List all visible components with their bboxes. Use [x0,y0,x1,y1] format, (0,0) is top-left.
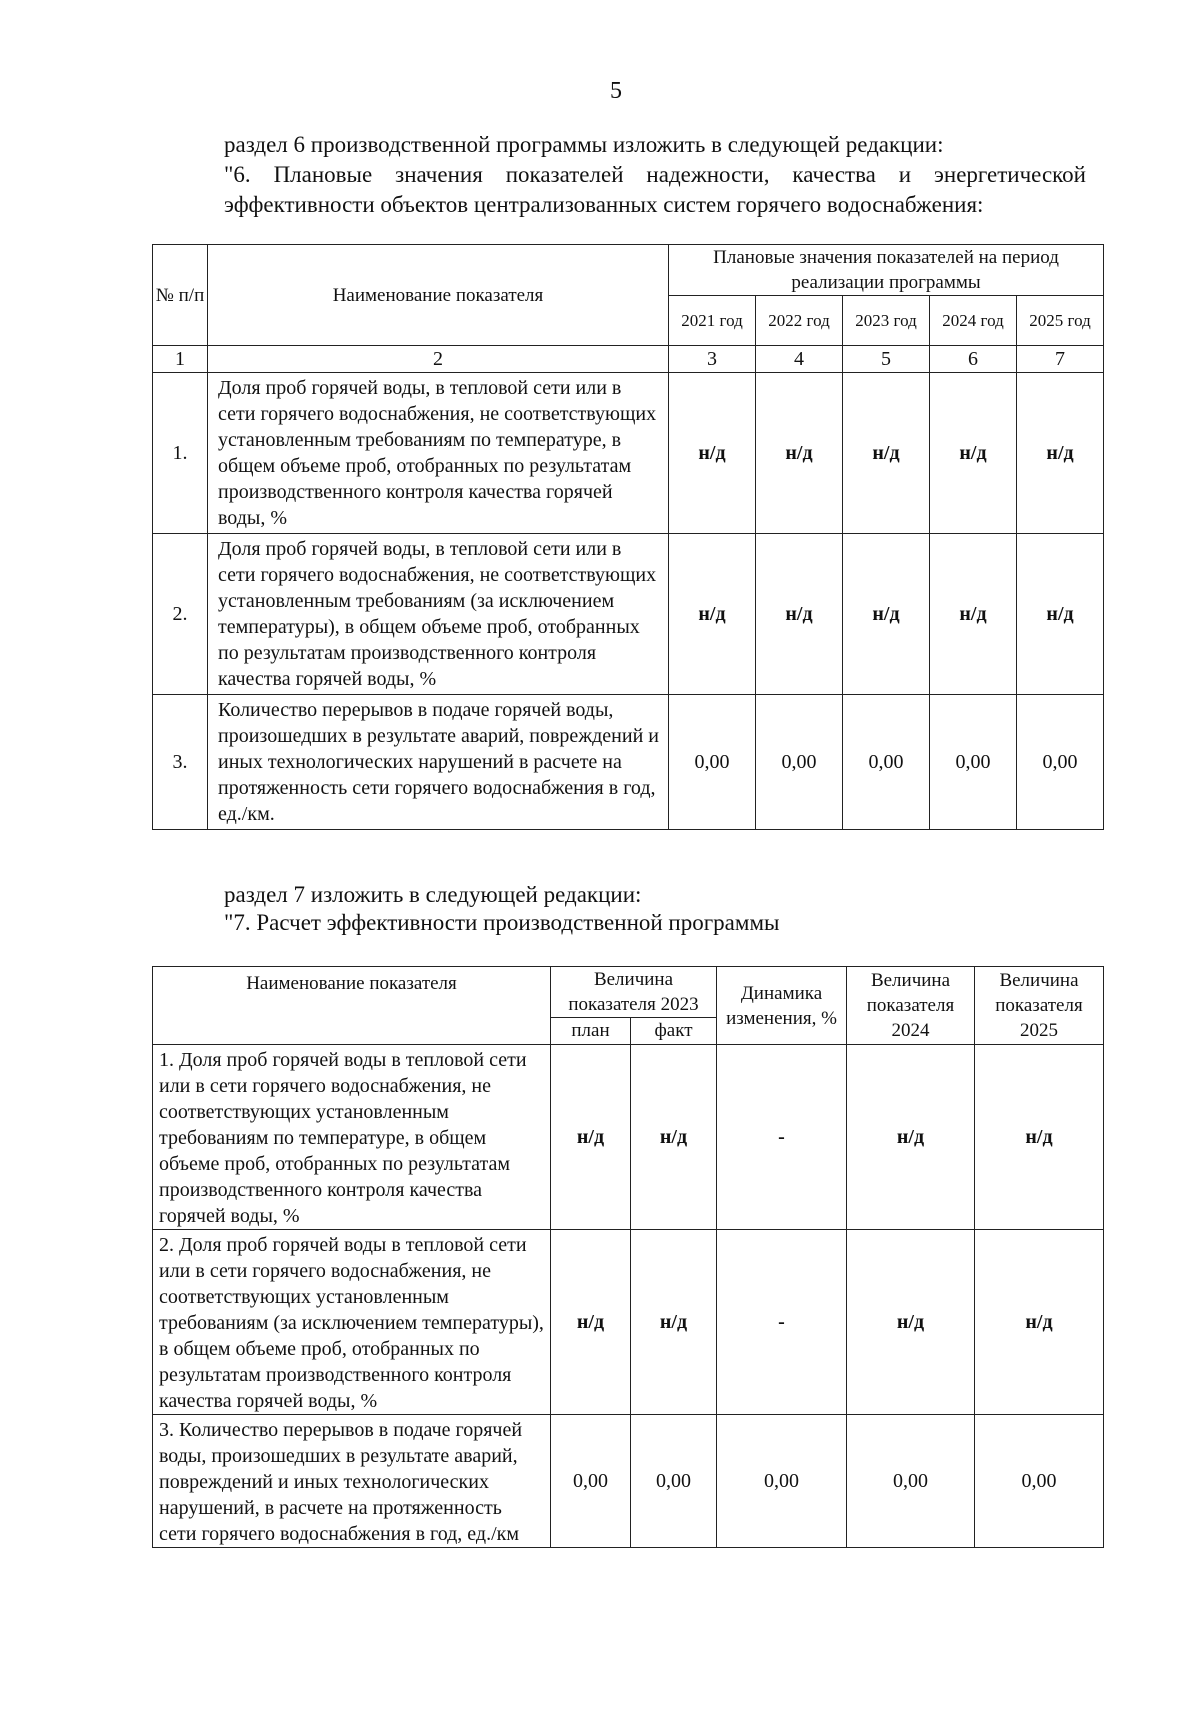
value-cell: - [717,1045,847,1230]
column-number: 5 [843,346,930,373]
header-year: 2023 год [843,296,930,346]
table-row [153,1415,1104,1548]
value-cell: н/д [551,1230,631,1415]
column-number: 4 [756,346,843,373]
value-cell: н/д [930,373,1017,534]
column-number: 6 [930,346,1017,373]
table-row [153,1045,1104,1230]
indicator-name: Доля проб горячей воды, в тепловой сети или в сети горячего водоснабжения, не соответствующих установленным требованиям (за исключением температуры), в общем объеме проб, отобранных по результатам производственного контроля качества горячей воды, % [208,534,669,695]
header-planned-values: Плановые значения показателей на период реализации программы [669,245,1104,296]
planned-indicators-table [152,244,1104,830]
table-row [153,373,1104,534]
value-cell: н/д [843,534,930,695]
value-cell: н/д [847,1045,975,1230]
indicator-name: Доля проб горячей воды, в тепловой сети или в сети горячего водоснабжения, не соответствующих установленным требованиям по температуре, в общем объеме проб, отобранных по результатам производственного контроля качества горячей воды, % [208,373,669,534]
header-value-2025: Величина показателя 2025 [975,967,1104,1045]
column-number: 3 [669,346,756,373]
row-number: 2. [153,534,208,695]
header-indicator-name: Наименование показателя [208,245,669,346]
value-cell: н/д [631,1045,717,1230]
value-cell: н/д [1017,373,1104,534]
indicator-name: Количество перерывов в подаче горячей воды, произошедших в результате аварий, повреждений и иных технологических нарушений в расчете на протяженность сети горячего водоснабжения в год, ед./км. [208,695,669,830]
value-cell: н/д [843,373,930,534]
value-cell: н/д [847,1230,975,1415]
value-cell: 0,00 [847,1415,975,1548]
page-number: 5 [610,78,622,104]
value-cell: н/д [669,373,756,534]
value-cell: н/д [975,1045,1104,1230]
row-number: 3. [153,695,208,830]
value-cell: н/д [669,534,756,695]
header-indicator-name: Наименование показателя [153,967,551,1045]
header-row-number: № п/п [153,245,208,346]
section6-intro: раздел 6 производственной программы изложить в следующей редакции: [224,132,944,157]
indicator-name: 2. Доля проб горячей воды в тепловой сети или в сети горячего водоснабжения, не соответствующих установленным требованиям (за исключением температуры), в общем объеме проб, отобранных по результатам производственного контроля качества горячей воды, % [153,1230,551,1415]
indicator-name: 3. Количество перерывов в подаче горячей воды, произошедших в результате аварий, повреждений и иных технологических нарушений, в расчете на протяженность сети горячего водоснабжения в год, ед./км [153,1415,551,1548]
section6-heading: "6. Плановые значения показателей надежности, качества и энергетической эффективности объектов централизованных систем горячего водоснабжения: [224,162,1086,217]
row-number: 1. [153,373,208,534]
efficiency-table [152,966,1104,1548]
section7-intro: раздел 7 изложить в следующей редакции: [224,882,642,907]
header-year: 2025 год [1017,296,1104,346]
header-year: 2021 год [669,296,756,346]
header-year: 2024 год [930,296,1017,346]
value-cell: н/д [631,1230,717,1415]
column-number: 2 [208,346,669,373]
value-cell: 0,00 [551,1415,631,1548]
value-cell: 0,00 [843,695,930,830]
column-number: 1 [153,346,208,373]
value-cell: 0,00 [1017,695,1104,830]
table-row [153,695,1104,830]
header-value-2023: Величина показателя 2023 [551,967,717,1018]
indicator-name: 1. Доля проб горячей воды в тепловой сети или в сети горячего водоснабжения, не соответствующих установленным требованиям по температуре, в общем объеме проб, отобранных по результатам производственного контроля качества горячей воды, % [153,1045,551,1230]
value-cell: н/д [756,534,843,695]
value-cell: 0,00 [717,1415,847,1548]
header-dynamics: Динамика изменения, % [717,967,847,1045]
table-row [153,534,1104,695]
value-cell: 0,00 [669,695,756,830]
value-cell: н/д [930,534,1017,695]
value-cell: н/д [756,373,843,534]
value-cell: н/д [1017,534,1104,695]
header-plan: план [551,1018,631,1045]
value-cell: 0,00 [631,1415,717,1548]
header-fact: факт [631,1018,717,1045]
value-cell: н/д [551,1045,631,1230]
header-year: 2022 год [756,296,843,346]
value-cell: н/д [975,1230,1104,1415]
value-cell: 0,00 [756,695,843,830]
section7-heading: "7. Расчет эффективности производственной программы [224,910,780,935]
header-value-2024: Величина показателя 2024 [847,967,975,1045]
table-row [153,1230,1104,1415]
column-number: 7 [1017,346,1104,373]
value-cell: 0,00 [975,1415,1104,1548]
value-cell: - [717,1230,847,1415]
value-cell: 0,00 [930,695,1017,830]
